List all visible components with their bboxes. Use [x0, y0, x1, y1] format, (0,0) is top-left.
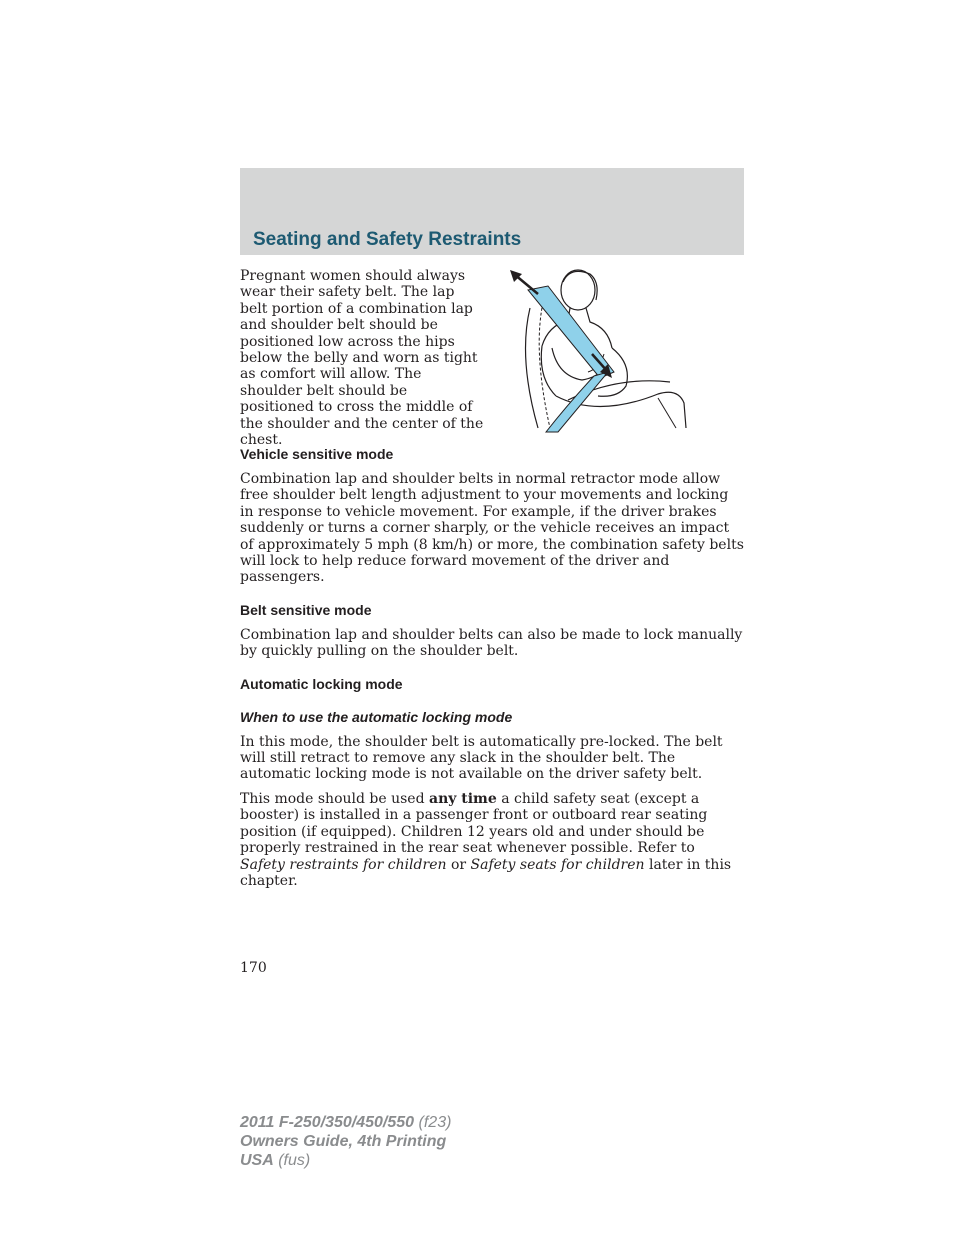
- header-band: [240, 168, 744, 255]
- safety-restraints-for-children-reference: Safety restraints for children: [240, 856, 447, 873]
- belt-sensitive-body: Combination lap and shoulder belts can also be made to lock manually by quickly pulling on the shoulder belt.: [240, 626, 743, 660]
- belt-sensitive-heading: Belt sensitive mode: [240, 601, 372, 618]
- section-title: Seating and Safety Restraints: [253, 229, 522, 250]
- vehicle-sensitive-body: Combination lap and shoulder belts in normal retractor mode allow free shoulder belt length adjustment to your movements and locking in response to vehicle movement. For example, if the driver brakes suddenly or turns a corner sharply, or the vehicle receives an impact of approximately 5 mph (8 km/h) or more, the combination safety belts will lock to help reduce forward movement of the driver and passengers.: [240, 471, 744, 586]
- pregnant-woman-seatbelt-illustration: [508, 268, 688, 433]
- vehicle-sensitive-heading: Vehicle sensitive mode: [240, 446, 394, 462]
- footer-line-1: 2011 F-250/350/450/550 (f23): [240, 1114, 452, 1131]
- document-footer: [240, 1113, 451, 1170]
- automatic-locking-heading: Automatic locking mode: [240, 675, 403, 692]
- automatic-locking-body-2: This mode should be used any time a child safety seat (except a booster) is installed in a passenger front or outboard rear seating position (if equipped). Children 12 years old and under should be properly restrained in the rear seat whenever possible. Refer to Safety restraints for children or Safety seats for children later in this chapter.: [240, 790, 732, 889]
- page-content: [240, 268, 744, 897]
- safety-seats-for-children-reference: Safety seats for children: [470, 856, 645, 873]
- footer-line-3: USA (fus): [240, 1152, 311, 1169]
- footer-line-2: Owners Guide, 4th Printing: [240, 1133, 447, 1150]
- any-time-emphasis: any time: [429, 790, 497, 807]
- intro-block: [240, 268, 744, 449]
- page-number: 170: [240, 960, 267, 976]
- automatic-locking-subheading: When to use the automatic locking mode: [240, 708, 513, 725]
- automatic-locking-body-1: In this mode, the shoulder belt is automatically pre-locked. The belt will still retract to remove any slack in the shoulder belt. The automatic locking mode is not available on the driver safety belt.: [240, 733, 723, 783]
- intro-paragraph: Pregnant women should always wear their safety belt. The lap belt portion of a combination lap and shoulder belt should be positioned low across the hips below the belly and worn as tight as comfort will allow. The shoulder belt should be positioned to cross the middle of the shoulder and the center of the chest.: [240, 268, 484, 449]
